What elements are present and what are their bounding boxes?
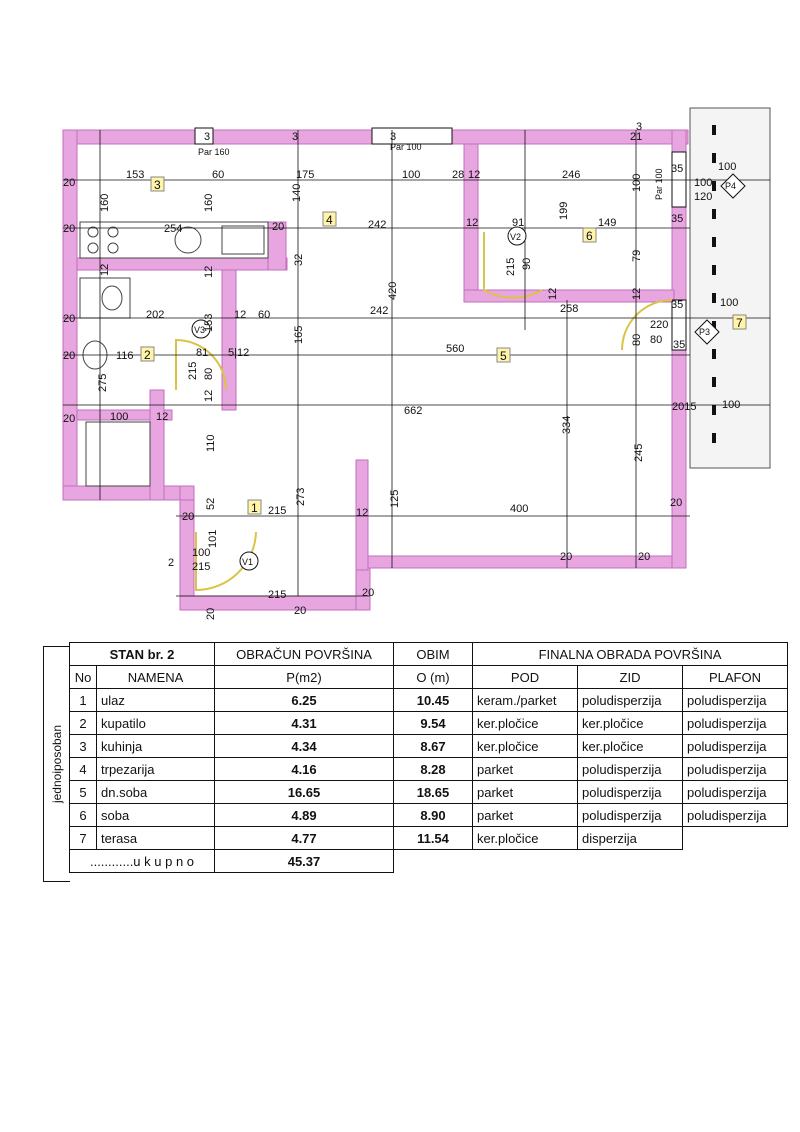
svg-text:7: 7 <box>736 316 743 330</box>
svg-text:215: 215 <box>187 361 199 380</box>
svg-text:20: 20 <box>182 511 195 523</box>
svg-text:2: 2 <box>168 557 175 569</box>
svg-text:100: 100 <box>402 169 421 181</box>
svg-text:215: 215 <box>192 561 211 573</box>
svg-text:258: 258 <box>560 303 579 315</box>
svg-text:32: 32 <box>293 253 305 266</box>
svg-text:20: 20 <box>63 413 76 425</box>
col-perimeter: O (m) <box>394 666 473 689</box>
svg-text:20: 20 <box>63 223 76 235</box>
svg-text:242: 242 <box>368 219 387 231</box>
svg-text:100: 100 <box>718 161 737 173</box>
svg-text:100: 100 <box>110 411 129 423</box>
svg-text:3: 3 <box>154 178 161 192</box>
svg-text:12: 12 <box>203 265 215 278</box>
col-area: P(m2) <box>215 666 394 689</box>
col-name: NAMENA <box>97 666 215 689</box>
svg-text:116: 116 <box>116 350 134 362</box>
svg-text:21: 21 <box>630 131 643 143</box>
table-row: 3 kuhinja 4.34 8.67 ker.pločice ker.pločice poludisperzija <box>70 735 788 758</box>
svg-text:100: 100 <box>192 547 211 559</box>
svg-text:215: 215 <box>268 505 287 517</box>
total-area: 45.37 <box>215 850 394 873</box>
svg-text:60: 60 <box>212 169 225 181</box>
svg-text:P4: P4 <box>725 181 737 191</box>
svg-text:2015: 2015 <box>672 401 697 413</box>
table-row: 4 trpezarija 4.16 8.28 parket poludisperzija poludisperzija <box>70 758 788 781</box>
window-label-2: Par 100 <box>390 142 422 152</box>
col-no: No <box>70 666 97 689</box>
finish-title: FINALNA OBRADA POVRŠINA <box>473 643 788 666</box>
svg-text:20: 20 <box>638 551 651 563</box>
svg-text:153: 153 <box>126 169 145 181</box>
table-row: 5 dn.soba 16.65 18.65 parket poludisperzija poludisperzija <box>70 781 788 804</box>
svg-text:5|12: 5|12 <box>228 347 250 359</box>
svg-text:275: 275 <box>97 373 109 392</box>
svg-text:12: 12 <box>631 287 643 300</box>
svg-text:3: 3 <box>636 121 643 133</box>
total-row <box>70 850 788 873</box>
svg-text:149: 149 <box>598 217 617 229</box>
svg-text:101: 101 <box>207 529 219 548</box>
svg-text:153: 153 <box>203 313 215 332</box>
svg-text:35: 35 <box>673 339 686 351</box>
svg-text:12: 12 <box>99 263 111 276</box>
table-row: 1 ulaz 6.25 10.45 keram./parket poludisperzija poludisperzija <box>70 689 788 712</box>
svg-text:28: 28 <box>452 169 465 181</box>
svg-text:35: 35 <box>671 299 684 311</box>
svg-text:2: 2 <box>144 348 151 362</box>
svg-text:165: 165 <box>293 325 305 344</box>
table-row: 6 soba 4.89 8.90 parket poludisperzija poludisperzija <box>70 804 788 827</box>
col-wall: ZID <box>578 666 683 689</box>
svg-text:35: 35 <box>671 213 684 225</box>
svg-text:246: 246 <box>562 169 581 181</box>
svg-text:12: 12 <box>547 287 559 300</box>
svg-text:110: 110 <box>205 434 217 452</box>
svg-text:4: 4 <box>326 213 333 227</box>
svg-text:215: 215 <box>268 589 287 601</box>
svg-text:P3: P3 <box>699 327 711 337</box>
svg-text:273: 273 <box>295 487 307 506</box>
svg-text:V2: V2 <box>510 232 522 242</box>
unit-title: STAN br. 2 <box>70 643 215 666</box>
svg-text:90: 90 <box>521 257 533 270</box>
side-label: jednoiposoban <box>43 646 70 882</box>
svg-text:100: 100 <box>722 399 741 411</box>
col-ceiling: PLAFON <box>683 666 788 689</box>
svg-text:12: 12 <box>468 169 481 181</box>
svg-text:160: 160 <box>203 193 215 212</box>
table-row: 2 kupatilo 4.31 9.54 ker.pločice ker.pločice poludisperzija <box>70 712 788 735</box>
svg-text:120: 120 <box>694 191 713 203</box>
svg-text:12: 12 <box>234 309 247 321</box>
svg-text:3: 3 <box>292 131 299 143</box>
window-label-1: Par 160 <box>198 147 230 157</box>
svg-text:52: 52 <box>205 497 217 510</box>
svg-text:80: 80 <box>650 334 663 346</box>
svg-text:100: 100 <box>631 173 643 192</box>
svg-text:20: 20 <box>362 587 375 599</box>
svg-text:12: 12 <box>466 217 479 229</box>
svg-text:334: 334 <box>561 415 573 434</box>
svg-text:3: 3 <box>204 131 211 143</box>
svg-text:6: 6 <box>586 229 593 243</box>
svg-text:20: 20 <box>63 313 76 325</box>
svg-text:100: 100 <box>720 297 739 309</box>
svg-text:560: 560 <box>446 343 465 355</box>
svg-text:81: 81 <box>196 347 209 359</box>
svg-text:254: 254 <box>164 223 183 235</box>
svg-text:20: 20 <box>63 350 76 362</box>
svg-text:215: 215 <box>505 257 517 276</box>
svg-text:20: 20 <box>272 221 285 233</box>
window-label-3: Par 100 <box>654 168 664 200</box>
svg-text:400: 400 <box>510 503 529 515</box>
svg-text:20: 20 <box>294 605 307 617</box>
total-label: ............u k u p n o <box>70 850 215 873</box>
svg-text:20: 20 <box>670 497 683 509</box>
svg-text:160: 160 <box>99 193 111 212</box>
svg-text:100: 100 <box>694 177 713 189</box>
svg-text:79: 79 <box>631 249 643 262</box>
svg-text:199: 199 <box>558 201 570 220</box>
svg-text:80: 80 <box>631 333 643 346</box>
svg-text:20: 20 <box>205 607 217 620</box>
perimeter-title: OBIM <box>394 643 473 666</box>
svg-text:202: 202 <box>146 309 165 321</box>
svg-text:125: 125 <box>389 489 401 508</box>
svg-text:245: 245 <box>633 443 645 462</box>
svg-text:35: 35 <box>671 163 684 175</box>
dimension-texts <box>63 121 740 620</box>
walls <box>63 130 688 610</box>
table-row: 7 terasa 4.77 11.54 ker.pločice disperzija <box>70 827 788 850</box>
svg-text:20: 20 <box>63 177 76 189</box>
area-title: OBRAČUN POVRŠINA <box>215 643 394 666</box>
svg-text:60: 60 <box>258 309 271 321</box>
svg-text:5: 5 <box>500 349 507 363</box>
svg-text:3: 3 <box>390 131 397 143</box>
col-floor: POD <box>473 666 578 689</box>
svg-text:220: 220 <box>650 319 669 331</box>
svg-text:12: 12 <box>156 411 169 423</box>
svg-text:175: 175 <box>296 169 315 181</box>
svg-text:12: 12 <box>356 507 369 519</box>
svg-text:V3: V3 <box>194 325 206 335</box>
svg-text:1: 1 <box>251 501 258 515</box>
spec-table <box>69 642 788 873</box>
doors <box>176 232 672 590</box>
svg-text:91: 91 <box>512 217 525 229</box>
svg-text:V1: V1 <box>242 557 254 567</box>
svg-text:420: 420 <box>387 281 399 300</box>
svg-text:12: 12 <box>203 389 215 402</box>
svg-text:140: 140 <box>291 183 303 202</box>
room-spec-table <box>43 642 788 884</box>
svg-text:80: 80 <box>203 367 215 380</box>
svg-text:662: 662 <box>404 405 423 417</box>
svg-text:20: 20 <box>560 551 573 563</box>
svg-text:242: 242 <box>370 305 389 317</box>
